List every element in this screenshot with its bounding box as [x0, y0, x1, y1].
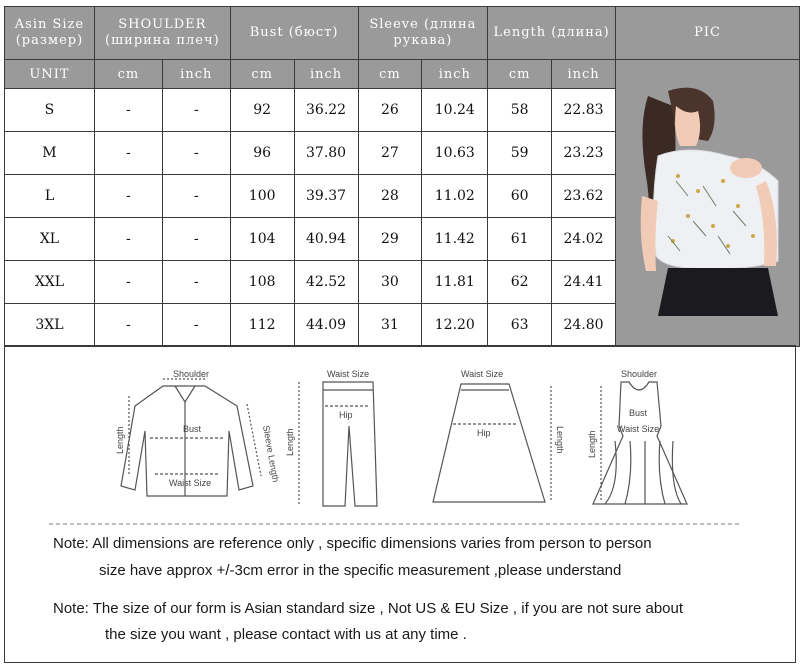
cell-size: XXL [5, 261, 95, 304]
cell: 22.83 [552, 89, 616, 132]
shirt-length-label: Length [115, 426, 125, 454]
cell: - [162, 132, 230, 175]
cell: - [162, 304, 230, 347]
cell: 24.41 [552, 261, 616, 304]
cell: 44.09 [294, 304, 358, 347]
dress-shoulder-label: Shoulder [621, 369, 658, 379]
cell: 40.94 [294, 218, 358, 261]
header-row [5, 7, 800, 60]
cell: 31 [358, 304, 422, 347]
note-2-line-1: Note: The size of our form is Asian standard size , Not US & EU Size , if you are not sure about [53, 600, 684, 617]
measurement-guide [4, 345, 796, 663]
skirt-waist-label: Waist Size [461, 369, 504, 379]
pants-waist-label: Waist Size [327, 369, 370, 379]
header-pic: PIC [616, 7, 800, 60]
unit-cell: inch [294, 60, 358, 89]
note-1-line-1: Note: All dimensions are reference only , specific dimensions varies from person to person [53, 535, 652, 552]
header-shoulder: SHOULDER (ширина плеч) [94, 7, 230, 60]
cell: - [162, 261, 230, 304]
cell: 30 [358, 261, 422, 304]
cell-size: 3XL [5, 304, 95, 347]
skirt-hip-label: Hip [477, 428, 491, 438]
cell: - [162, 218, 230, 261]
skirt-diagram-icon [433, 384, 551, 502]
note-1-line-2: size have approx +/-3cm error in the specific measurement ,please understand [99, 562, 622, 579]
cell: 42.52 [294, 261, 358, 304]
cell: 23.62 [552, 175, 616, 218]
header-bust: Bust (бюст) [230, 7, 358, 60]
cell-size: M [5, 132, 95, 175]
header-length: Length (длина) [488, 7, 616, 60]
cell: 10.24 [422, 89, 488, 132]
pants-length-label: Length [285, 428, 295, 456]
cell: 62 [488, 261, 552, 304]
cell-size: S [5, 89, 95, 132]
cell: - [94, 218, 162, 261]
unit-cell: inch [162, 60, 230, 89]
cell: 108 [230, 261, 294, 304]
size-table [4, 6, 800, 347]
cell: 12.20 [422, 304, 488, 347]
cell: 100 [230, 175, 294, 218]
cell: - [94, 89, 162, 132]
unit-cell: cm [94, 60, 162, 89]
cell: 104 [230, 218, 294, 261]
unit-cell: inch [552, 60, 616, 89]
header-sleeve: Sleeve (длина рукава) [358, 7, 488, 60]
cell-size: XL [5, 218, 95, 261]
cell: 60 [488, 175, 552, 218]
cell: 63 [488, 304, 552, 347]
cell: - [94, 304, 162, 347]
cell: 92 [230, 89, 294, 132]
cell: 24.80 [552, 304, 616, 347]
skirt-length-label: Length [555, 426, 565, 454]
cell: 24.02 [552, 218, 616, 261]
cell: 59 [488, 132, 552, 175]
cell: 26 [358, 89, 422, 132]
cell: 11.42 [422, 218, 488, 261]
unit-label: UNIT [5, 60, 95, 89]
unit-cell: inch [422, 60, 488, 89]
dress-length-label: Length [587, 430, 597, 458]
cell: 23.23 [552, 132, 616, 175]
shirt-waist-label: Waist Size [169, 478, 212, 488]
cell: 27 [358, 132, 422, 175]
cell: 37.80 [294, 132, 358, 175]
unit-cell: cm [358, 60, 422, 89]
cell: 28 [358, 175, 422, 218]
shirt-sleeve-label: Sleeve Length [261, 424, 281, 484]
cell: 29 [358, 218, 422, 261]
cell: - [162, 175, 230, 218]
cell: 96 [230, 132, 294, 175]
cell: 58 [488, 89, 552, 132]
dress-waist-label: Waist Size [617, 424, 660, 434]
pants-diagram-icon [299, 382, 377, 506]
cell: 61 [488, 218, 552, 261]
product-photo [628, 86, 788, 316]
cell: 36.22 [294, 89, 358, 132]
cell: 112 [230, 304, 294, 347]
cell: - [94, 261, 162, 304]
cell: 10.63 [422, 132, 488, 175]
unit-cell: cm [488, 60, 552, 89]
product-photo-cell [616, 60, 800, 347]
shirt-bust-label: Bust [183, 424, 202, 434]
cell: - [94, 132, 162, 175]
cell-size: L [5, 175, 95, 218]
unit-cell: cm [230, 60, 294, 89]
unit-row [5, 60, 800, 89]
cell: - [94, 175, 162, 218]
shirt-shoulder-label: Shoulder [173, 369, 210, 379]
header-size: Asin Size (размер) [5, 7, 95, 60]
note-2-line-2: the size you want , please contact with us at any time . [105, 626, 467, 643]
pants-hip-label: Hip [339, 410, 353, 420]
cell: 11.81 [422, 261, 488, 304]
dress-diagram-icon [593, 382, 687, 504]
cell: 39.37 [294, 175, 358, 218]
dress-bust-label: Bust [629, 408, 648, 418]
cell: - [162, 89, 230, 132]
cell: 11.02 [422, 175, 488, 218]
